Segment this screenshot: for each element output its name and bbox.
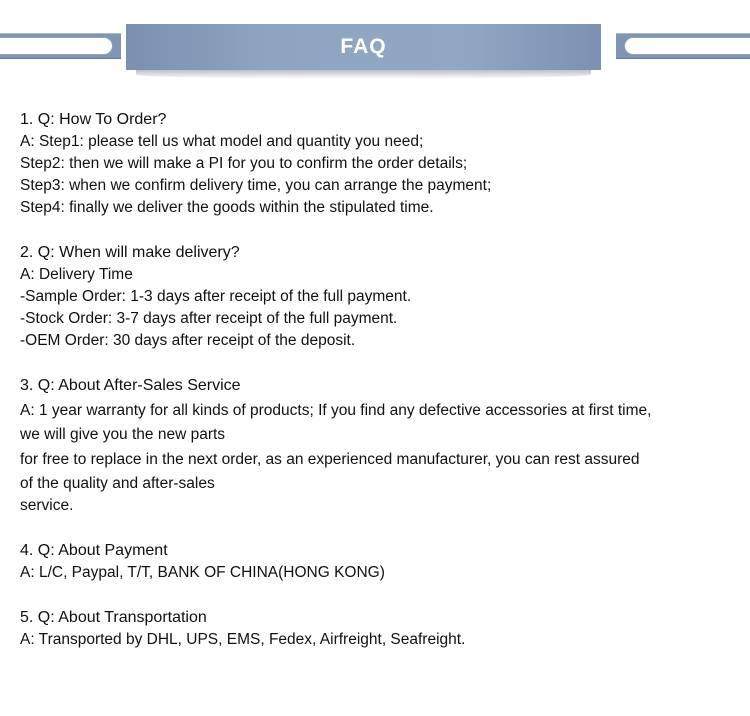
header-left-pill xyxy=(0,37,113,55)
title-shadow xyxy=(136,70,591,79)
faq-answer-line: A: 1 year warranty for all kinds of products; If you find any defective accessories at first time, xyxy=(20,402,652,419)
faq-list xyxy=(20,109,735,674)
faq-answer-line: for free to replace in the next order, as an experienced manufacturer, you can rest assured xyxy=(20,451,640,468)
faq-answer-line: Step4: finally we deliver the goods within the stipulated time. xyxy=(20,199,434,216)
faq-header-banner xyxy=(0,0,750,82)
faq-answer-line: of the quality and after-sales xyxy=(20,475,215,492)
faq-answer-line: Step2: then we will make a PI for you to confirm the order details; xyxy=(20,155,468,172)
header-right-bar xyxy=(616,33,750,59)
faq-answer-line: -Stock Order: 3-7 days after receipt of the full payment. xyxy=(20,310,398,327)
faq-question: 4. Q: About Payment xyxy=(20,542,168,559)
faq-question: 3. Q: About After-Sales Service xyxy=(20,377,241,394)
faq-answer-line: -Sample Order: 1-3 days after receipt of the full payment. xyxy=(20,288,412,305)
faq-answer-line: A: Step1: please tell us what model and quantity you need; xyxy=(20,133,424,150)
header-right-pill xyxy=(624,37,750,55)
faq-item-delivery xyxy=(20,242,735,352)
header-left-bar xyxy=(0,33,121,59)
faq-title-box xyxy=(126,24,601,70)
faq-answer-line: A: Transported by DHL, UPS, EMS, Fedex, Airfreight, Seafreight. xyxy=(20,631,466,648)
faq-answer-line: -OEM Order: 30 days after receipt of the deposit. xyxy=(20,332,356,349)
faq-item-how-to-order xyxy=(20,109,735,219)
page-title: FAQ xyxy=(340,35,387,58)
faq-answer-line: service. xyxy=(20,497,74,514)
faq-question: 5. Q: About Transportation xyxy=(20,609,207,626)
faq-question: 2. Q: When will make delivery? xyxy=(20,244,240,261)
faq-answer-line: A: Delivery Time xyxy=(20,266,133,283)
faq-answer-line: A: L/C, Paypal, T/T, BANK OF CHINA(HONG KONG) xyxy=(20,564,385,581)
faq-item-after-sales xyxy=(20,375,735,517)
faq-answer-line: we will give you the new parts xyxy=(20,426,226,443)
faq-question: 1. Q: How To Order? xyxy=(20,111,167,128)
faq-item-transportation xyxy=(20,607,735,651)
faq-answer-line: Step3: when we confirm delivery time, you can arrange the payment; xyxy=(20,177,492,194)
faq-item-payment xyxy=(20,540,735,584)
